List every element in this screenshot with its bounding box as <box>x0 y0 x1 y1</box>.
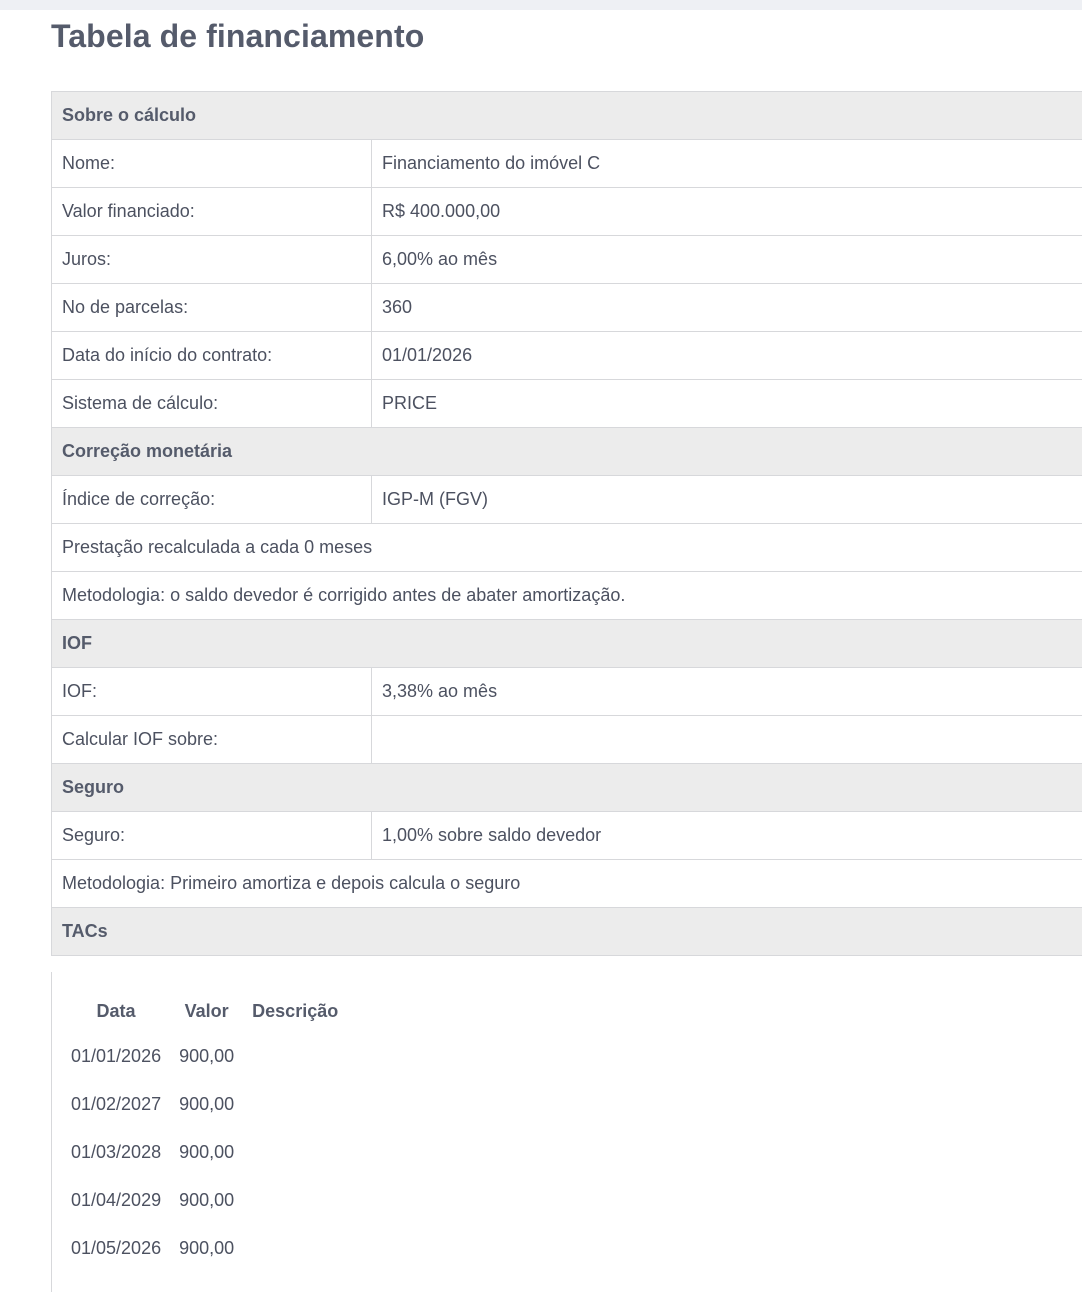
tac-description <box>243 1176 347 1224</box>
row-label: Índice de correção: <box>52 476 372 524</box>
section-title: TACs <box>52 908 1082 956</box>
row-label: Juros: <box>52 236 372 284</box>
section-title: IOF <box>52 620 1082 668</box>
tac-description <box>243 1032 347 1080</box>
table-row <box>62 1128 347 1176</box>
table-row-metodologia-correcao <box>52 572 1082 620</box>
metodologia-text: Metodologia: o saldo devedor é corrigido antes de abater amortização. <box>52 572 1082 620</box>
tac-description <box>243 1080 347 1128</box>
table-row-indice <box>52 476 1082 524</box>
tac-date: 01/03/2028 <box>62 1128 170 1176</box>
row-value: 1,00% sobre saldo devedor <box>372 812 1082 860</box>
section-title: Sobre o cálculo <box>52 92 1082 140</box>
metodologia-text: Metodologia: Primeiro amortiza e depois calcula o seguro <box>52 860 1082 908</box>
row-label: Calcular IOF sobre: <box>52 716 372 764</box>
tac-date: 01/02/2027 <box>62 1080 170 1128</box>
top-strip <box>0 0 1082 10</box>
section-header-seguro <box>52 764 1082 812</box>
row-label: Data do início do contrato: <box>52 332 372 380</box>
row-label: Seguro: <box>52 812 372 860</box>
row-label: Sistema de cálculo: <box>52 380 372 428</box>
table-row-nome <box>52 140 1082 188</box>
table-row <box>62 1032 347 1080</box>
tac-date: 01/05/2026 <box>62 1224 170 1272</box>
tacs-container <box>51 972 1082 1292</box>
section-title: Seguro <box>52 764 1082 812</box>
row-value: 6,00% ao mês <box>372 236 1082 284</box>
column-header-data: Data <box>62 990 170 1032</box>
tac-value: 900,00 <box>170 1080 243 1128</box>
page-title: Tabela de financiamento <box>51 18 424 55</box>
tac-date: 01/04/2029 <box>62 1176 170 1224</box>
table-row-juros <box>52 236 1082 284</box>
tac-value: 900,00 <box>170 1032 243 1080</box>
section-header-tacs <box>52 908 1082 956</box>
section-header-iof <box>52 620 1082 668</box>
tac-value: 900,00 <box>170 1224 243 1272</box>
table-row <box>62 1224 347 1272</box>
row-value: 01/01/2026 <box>372 332 1082 380</box>
tac-value: 900,00 <box>170 1128 243 1176</box>
table-row-iof <box>52 668 1082 716</box>
tac-date: 01/01/2026 <box>62 1032 170 1080</box>
section-header-correcao <box>52 428 1082 476</box>
row-label: No de parcelas: <box>52 284 372 332</box>
section-title: Correção monetária <box>52 428 1082 476</box>
column-header-valor: Valor <box>170 990 243 1032</box>
table-row-parcelas <box>52 284 1082 332</box>
row-value: IGP-M (FGV) <box>372 476 1082 524</box>
tac-description <box>243 1224 347 1272</box>
table-row-sistema <box>52 380 1082 428</box>
tac-value: 900,00 <box>170 1176 243 1224</box>
row-label: Nome: <box>52 140 372 188</box>
tacs-table <box>62 990 347 1272</box>
table-row-data-inicio <box>52 332 1082 380</box>
row-value: R$ 400.000,00 <box>372 188 1082 236</box>
financing-info-table <box>51 91 1082 956</box>
section-header-sobre <box>52 92 1082 140</box>
table-row <box>62 1080 347 1128</box>
tacs-header-row <box>62 990 347 1032</box>
row-value: 360 <box>372 284 1082 332</box>
row-value: Financiamento do imóvel C <box>372 140 1082 188</box>
table-row <box>62 1176 347 1224</box>
row-value: PRICE <box>372 380 1082 428</box>
table-row-valor-financiado <box>52 188 1082 236</box>
table-row-recalculo <box>52 524 1082 572</box>
row-label: Valor financiado: <box>52 188 372 236</box>
row-value <box>372 716 1082 764</box>
table-row-seguro <box>52 812 1082 860</box>
column-header-descricao: Descrição <box>243 990 347 1032</box>
tac-description <box>243 1128 347 1176</box>
recalculo-text: Prestação recalculada a cada 0 meses <box>52 524 1082 572</box>
table-row-calcular-iof <box>52 716 1082 764</box>
row-value: 3,38% ao mês <box>372 668 1082 716</box>
row-label: IOF: <box>52 668 372 716</box>
table-row-metodologia-seguro <box>52 860 1082 908</box>
